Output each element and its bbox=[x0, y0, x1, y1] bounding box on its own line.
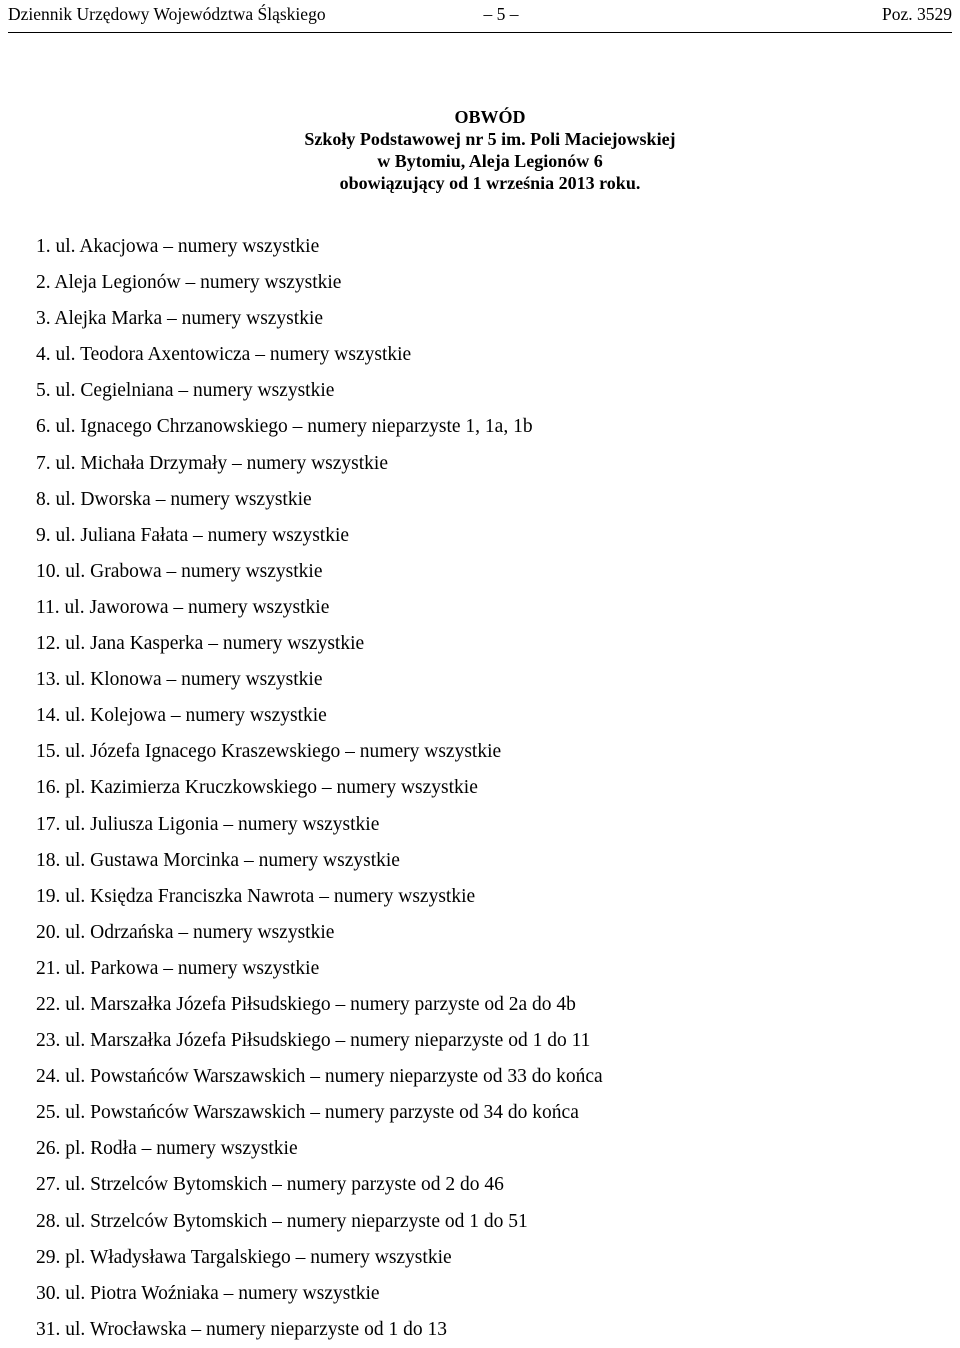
street-item: 2. Aleja Legionów – numery wszystkie bbox=[36, 272, 342, 294]
street-item: 24. ul. Powstańców Warszawskich – numery nieparzyste od 33 do końca bbox=[36, 1066, 603, 1088]
street-item: 21. ul. Parkowa – numery wszystkie bbox=[36, 957, 320, 979]
page-number: – 5 – bbox=[483, 4, 519, 24]
title-school-name: Szkoły Podstawowej nr 5 im. Poli Maciejowskiej bbox=[304, 129, 676, 149]
street-item: 20. ul. Odrzańska – numery wszystkie bbox=[36, 921, 335, 943]
title-address: w Bytomiu, Aleja Legionów 6 bbox=[377, 151, 603, 171]
street-item: 15. ul. Józefa Ignacego Kraszewskiego – numery wszystkie bbox=[36, 741, 502, 763]
journal-name: Dziennik Urzędowy Województwa Śląskiego bbox=[8, 4, 326, 24]
street-item: 25. ul. Powstańców Warszawskich – numery parzyste od 34 do końca bbox=[36, 1102, 579, 1124]
title-heading: OBWÓD bbox=[454, 107, 526, 127]
street-item: 30. ul. Piotra Woźniaka – numery wszystkie bbox=[36, 1282, 380, 1304]
street-list bbox=[36, 229, 936, 1348]
street-item: 11. ul. Jaworowa – numery wszystkie bbox=[36, 596, 330, 618]
street-item: 26. pl. Rodła – numery wszystkie bbox=[36, 1138, 298, 1160]
position-number: Poz. 3529 bbox=[882, 4, 952, 24]
street-item: 6. ul. Ignacego Chrzanowskiego – numery nieparzyste 1, 1a, 1b bbox=[36, 416, 533, 438]
street-item: 4. ul. Teodora Axentowicza – numery wszystkie bbox=[36, 344, 412, 366]
street-item: 18. ul. Gustawa Morcinka – numery wszystkie bbox=[36, 849, 400, 871]
street-item: 19. ul. Księdza Franciszka Nawrota – numery wszystkie bbox=[36, 885, 476, 907]
street-item: 22. ul. Marszałka Józefa Piłsudskiego – numery parzyste od 2a do 4b bbox=[36, 993, 576, 1015]
street-item: 16. pl. Kazimierza Kruczkowskiego – numery wszystkie bbox=[36, 777, 478, 799]
street-item: 9. ul. Juliana Fałata – numery wszystkie bbox=[36, 524, 350, 546]
title-effective-date: obowiązujący od 1 września 2013 roku. bbox=[339, 173, 641, 193]
street-item: 17. ul. Juliusza Ligonia – numery wszystkie bbox=[36, 813, 380, 835]
street-item: 31. ul. Wrocławska – numery nieparzyste od 1 do 13 bbox=[36, 1318, 447, 1340]
street-item: 12. ul. Jana Kasperka – numery wszystkie bbox=[36, 633, 365, 655]
street-item: 14. ul. Kolejowa – numery wszystkie bbox=[36, 705, 327, 727]
street-item: 13. ul. Klonowa – numery wszystkie bbox=[36, 669, 323, 691]
street-item: 28. ul. Strzelców Bytomskich – numery nieparzyste od 1 do 51 bbox=[36, 1210, 528, 1232]
street-item: 7. ul. Michała Drzymały – numery wszystkie bbox=[36, 452, 388, 474]
street-item: 3. Alejka Marka – numery wszystkie bbox=[36, 308, 324, 330]
street-item: 27. ul. Strzelców Bytomskich – numery parzyste od 2 do 46 bbox=[36, 1174, 504, 1196]
street-item: 5. ul. Cegielniana – numery wszystkie bbox=[36, 380, 335, 402]
street-item: 8. ul. Dworska – numery wszystkie bbox=[36, 488, 312, 510]
document-title bbox=[180, 106, 800, 194]
street-item: 10. ul. Grabowa – numery wszystkie bbox=[36, 560, 323, 582]
street-item: 23. ul. Marszałka Józefa Piłsudskiego – numery nieparzyste od 1 do 11 bbox=[36, 1030, 591, 1052]
street-item: 29. pl. Władysława Targalskiego – numery wszystkie bbox=[36, 1246, 452, 1268]
street-item: 1. ul. Akacjowa – numery wszystkie bbox=[36, 236, 320, 257]
page-header bbox=[8, 0, 952, 33]
